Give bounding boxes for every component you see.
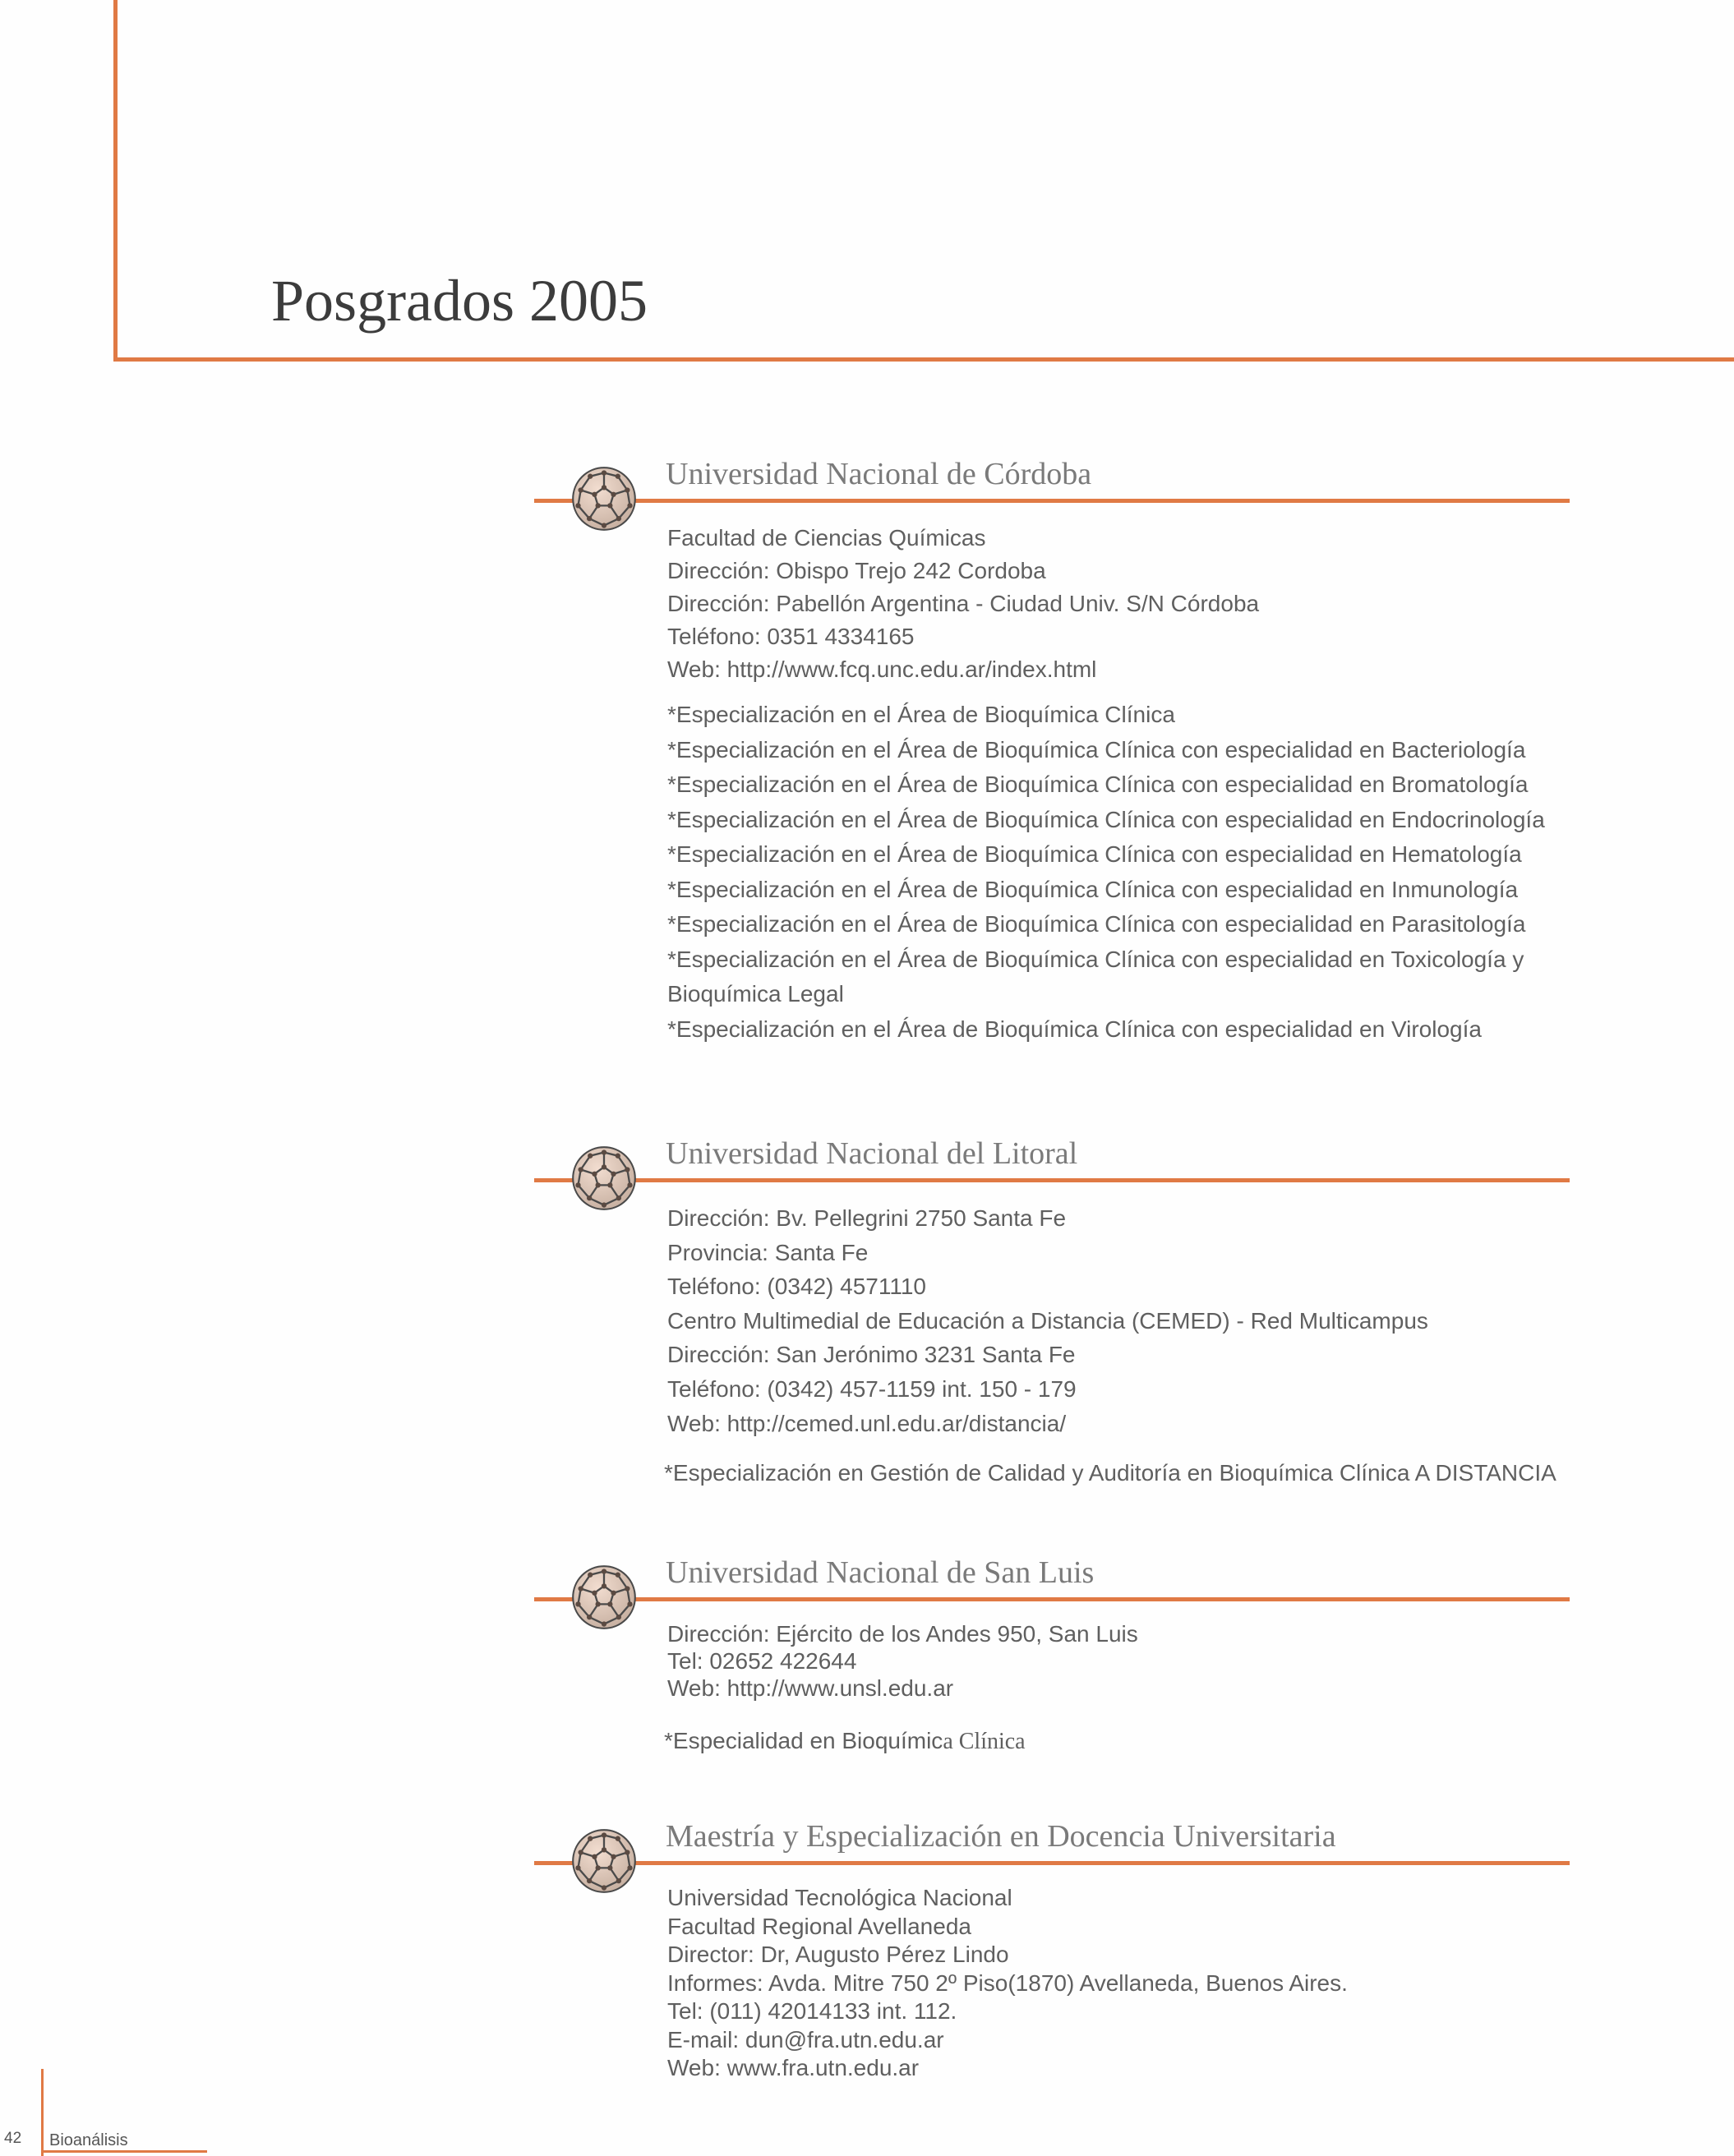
- course-item: *Especialización en el Área de Bioquímica Clínica: [667, 702, 1175, 727]
- section-body: [534, 522, 1570, 1047]
- contact-info: [667, 522, 1570, 686]
- section-header: [534, 1810, 1570, 1884]
- info-line: Centro Multimedial de Educación a Distancia (CEMED) - Red Multicampus: [667, 1307, 1428, 1334]
- info-line: Web: http://www.unsl.edu.ar: [667, 1675, 954, 1701]
- info-line: Teléfono: (0342) 4571110: [667, 1274, 926, 1300]
- info-line: Teléfono: 0351 4334165: [667, 624, 915, 649]
- frame-rule-vertical: [113, 0, 118, 362]
- section-title: Universidad Nacional de Córdoba: [666, 457, 1092, 491]
- course-item: *Especialización en el Área de Bioquímica Clínica con especialidad en Parasitología: [667, 911, 1526, 937]
- molecule-icon: [570, 1144, 639, 1213]
- section-header: [534, 1546, 1570, 1620]
- contact-info: [667, 1201, 1570, 1440]
- info-line: Teléfono: (0342) 457-1159 int. 150 - 179: [667, 1375, 1077, 1402]
- footer-rule-horizontal: [41, 2150, 207, 2153]
- info-line: Dirección: Obispo Trejo 242 Cordoba: [667, 558, 1046, 583]
- section-body: [534, 1620, 1570, 1757]
- course-list: [664, 1726, 1570, 1757]
- info-line: Tel: (011) 42014133 int. 112.: [667, 1998, 957, 2024]
- info-line: Facultad de Ciencias Químicas: [667, 525, 986, 551]
- section-title: Universidad Nacional del Litoral: [666, 1136, 1078, 1171]
- section-san-luis: [534, 1546, 1570, 1757]
- contact-info: [667, 1884, 1570, 2083]
- course-text-serif: a Clínica: [943, 1729, 1026, 1754]
- info-line: Web: www.fra.utn.edu.ar: [667, 2055, 920, 2080]
- info-line: Web: http://cemed.unl.edu.ar/distancia/: [667, 1410, 1067, 1436]
- section-litoral: [534, 1127, 1570, 1490]
- page-number: 42: [4, 2130, 22, 2147]
- info-line: Web: http://www.fcq.unc.edu.ar/index.html: [667, 656, 1097, 682]
- info-line: E-mail: dun@fra.utn.edu.ar: [667, 2026, 944, 2052]
- course-list: [664, 1457, 1570, 1490]
- molecule-icon: [570, 1563, 639, 1632]
- course-item: *Especialización en el Área de Bioquímica Clínica con especialidad en Bromatología: [667, 772, 1529, 797]
- molecule-icon: [570, 1827, 639, 1896]
- section-rule: [534, 1597, 1570, 1601]
- info-line: Dirección: Ejército de los Andes 950, San Luis: [667, 1621, 1138, 1647]
- section-header: [534, 1127, 1570, 1201]
- info-line: Dirección: Bv. Pellegrini 2750 Santa Fe: [667, 1205, 1067, 1231]
- info-line: Tel: 02652 422644: [667, 1648, 857, 1674]
- footer-rule-vertical: [41, 2069, 44, 2156]
- course-item: [664, 1726, 1570, 1757]
- section-cordoba: [534, 448, 1570, 1047]
- course-item: *Especialización en el Área de Bioquímica Clínica con especialidad en Hematología: [667, 841, 1522, 867]
- info-line: Dirección: Pabellón Argentina - Ciudad Univ. S/N Córdoba: [667, 591, 1260, 616]
- info-line: Universidad Tecnológica Nacional: [667, 1885, 1012, 1910]
- info-line: Facultad Regional Avellaneda: [667, 1913, 971, 1939]
- section-rule: [534, 499, 1570, 503]
- course-item: *Especialización en el Área de Bioquímica Clínica con especialidad en Inmunología: [667, 876, 1519, 902]
- course-text: *Especialidad en Bioquímic: [664, 1728, 943, 1753]
- course-item: *Especialización en Gestión de Calidad y Auditoría en Bioquímica Clínica A DISTANCIA: [664, 1460, 1556, 1486]
- section-body: [534, 1884, 1570, 2083]
- section-maestria: [534, 1810, 1570, 2083]
- course-list: [667, 698, 1570, 1047]
- footer-label: Bioanálisis: [49, 2131, 128, 2149]
- section-body: [534, 1201, 1570, 1490]
- page-title: Posgrados 2005: [271, 268, 648, 334]
- section-header: [534, 448, 1570, 522]
- info-line: Dirección: San Jerónimo 3231 Santa Fe: [667, 1342, 1076, 1368]
- section-title: Universidad Nacional de San Luis: [666, 1555, 1095, 1590]
- info-line: Director: Dr, Augusto Pérez Lindo: [667, 1942, 1009, 1967]
- contact-info: [667, 1620, 1570, 1702]
- course-item: *Especialización en el Área de Bioquímica Clínica con especialidad en Endocrinología: [667, 806, 1545, 832]
- course-item: *Especialización en el Área de Bioquímica Clínica con especialidad en Bacteriología: [667, 736, 1526, 762]
- info-line: Informes: Avda. Mitre 750 2º Piso(1870) Avellaneda, Buenos Aires.: [667, 1969, 1348, 1996]
- section-rule: [534, 1178, 1570, 1182]
- course-item: *Especialización en el Área de Bioquímica Clínica con especialidad en Virología: [667, 1016, 1482, 1042]
- molecule-icon: [570, 464, 639, 533]
- course-item: *Especialización en el Área de Bioquímica Clínica con especialidad en Toxicología y Bioquímica Legal: [667, 946, 1524, 1007]
- frame-rule-horizontal: [113, 357, 1734, 362]
- section-title: Maestría y Especialización en Docencia Universitaria: [666, 1819, 1336, 1854]
- info-line: Provincia: Santa Fe: [667, 1239, 869, 1265]
- section-rule: [534, 1861, 1570, 1865]
